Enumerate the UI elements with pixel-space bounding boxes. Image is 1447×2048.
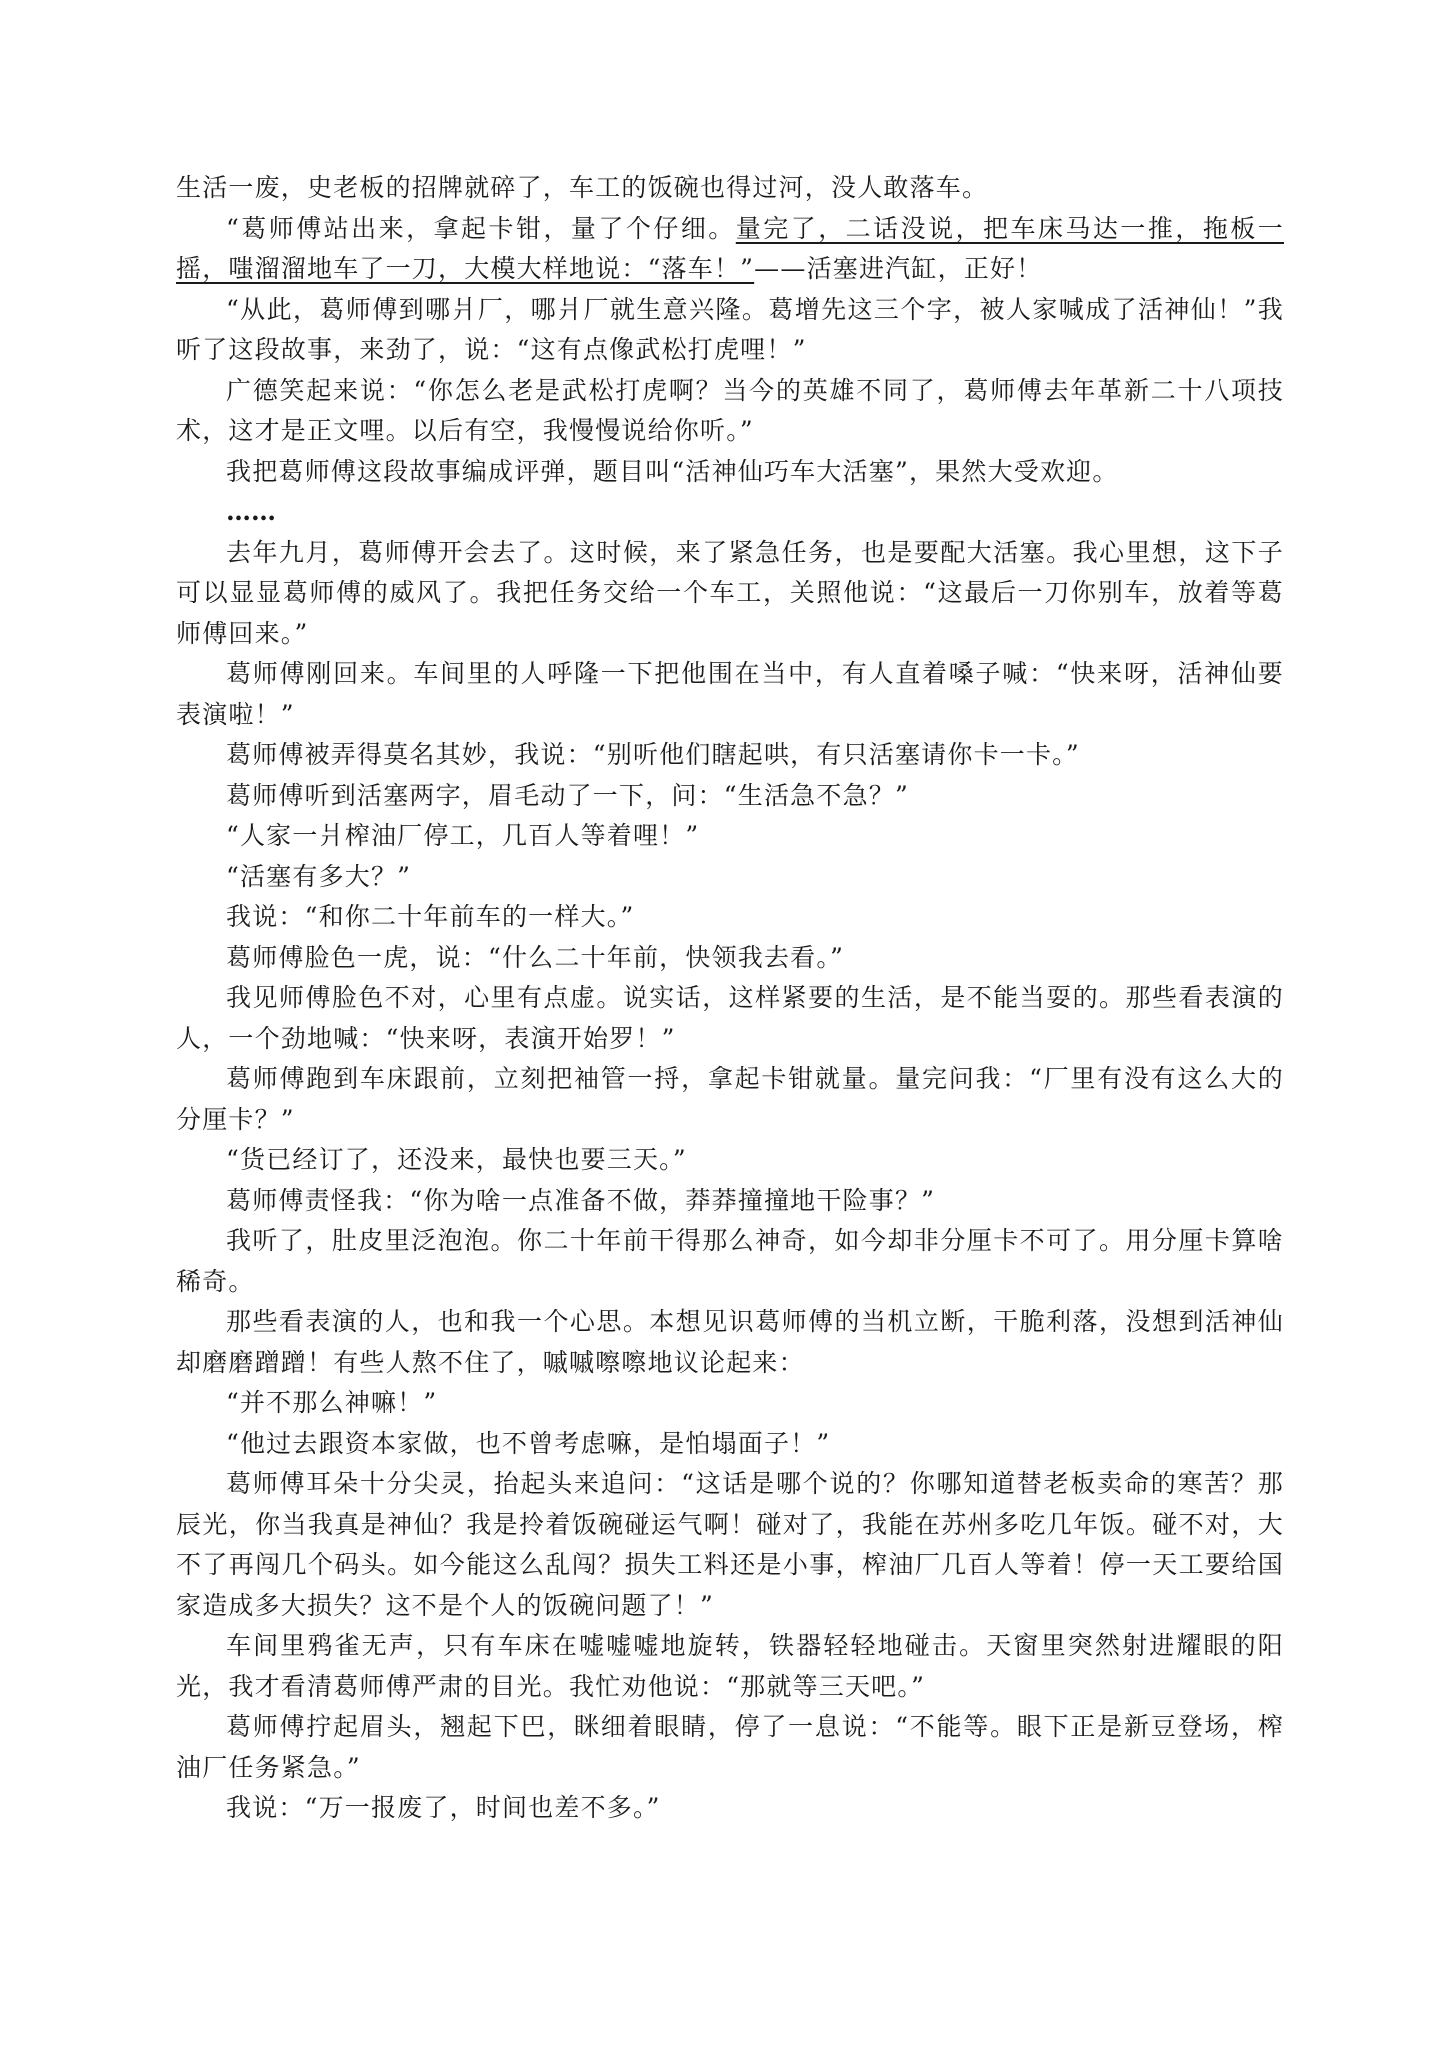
paragraph-text: “葛师傅站出来，拿起卡钳，量了个仔细。 <box>226 213 736 243</box>
paragraph: 葛师傅跑到车床跟前，立刻把袖管一捋，拿起卡钳就量。量完问我：“厂里有没有这么大的分厘卡？” <box>176 1064 1284 1134</box>
paragraph: “并不那么神嘛！” <box>226 1388 438 1417</box>
paragraph <box>176 209 1284 290</box>
paragraph: 葛师傅责怪我：“你为啥一点准备不做，莽莽撞撞地干险事？” <box>226 1185 936 1215</box>
paragraph: 去年九月，葛师傅开会去了。这时候，来了紧急任务，也是要配大活塞。我心里想，这下子可以显显葛师傅的威风了。我把任务交给一个车工，关照他说：“这最后一刀你别车，放着等葛师傅回来。” <box>176 537 1284 648</box>
paragraph: 我把葛师傅这段故事编成评弹，题目叫“活神仙巧车大活塞”，果然大受欢迎。 <box>226 456 1119 486</box>
paragraph: “活塞有多大？” <box>226 861 412 891</box>
paragraph: “人家一爿榨油厂停工，几百人等着哩！” <box>226 821 700 850</box>
paragraph: 广德笑起来说：“你怎么老是武松打虎啊？当今的英雄不同了，葛师傅去年革新二十八项技术，这才是正文哩。以后有空，我慢慢说给你听。” <box>176 375 1284 445</box>
paragraph: 葛师傅听到活塞两字，眉毛动了一下，问：“生活急不急？” <box>226 780 909 810</box>
paragraph: “货已经订了，还没来，最快也要三天。” <box>226 1145 687 1174</box>
paragraph: 葛师傅拧起眉头，翘起下巴，眯细着眼睛，停了一息说：“不能等。眼下正是新豆登场，榨油厂任务紧急。” <box>176 1712 1284 1782</box>
paragraph: 我听了，肚皮里泛泡泡。你二十年前干得那么神奇，如今却非分厘卡不可了。用分厘卡算啥稀奇。 <box>176 1226 1284 1296</box>
paragraph: “从此，葛师傅到哪爿厂，哪爿厂就生意兴隆。葛增先这三个字，被人家喊成了活神仙！”我听了这段故事，来劲了，说：“这有点像武松打虎哩！” <box>176 294 1284 364</box>
paragraph: 葛师傅被弄得莫名其妙，我说：“别听他们瞎起哄，有只活塞请你卡一卡。” <box>226 740 1080 769</box>
paragraph-tail: ——活塞进汽缸，正好！ <box>754 254 1043 283</box>
paragraph: “他过去跟资本家做，也不曾考虑嘛，是怕塌面子！” <box>226 1428 831 1458</box>
paragraph: 我说：“万一报废了，时间也差不多。” <box>226 1793 661 1822</box>
ellipsis-break: …… <box>226 497 276 526</box>
paragraph: 我见师傅脸色不对，心里有点虚。说实话，这样紧要的生活，是不能当耍的。那些看表演的人，一个劲地喊：“快来呀，表演开始罗！” <box>176 983 1284 1053</box>
underlined-passage: 量完了，二话没说，把车床马达一推，拖板一摇，嗤溜溜地车了一刀，大模大样地说：“落车！” <box>176 213 1284 283</box>
paragraph: 我说：“和你二十年前车的一样大。” <box>226 902 635 931</box>
paragraph: 车间里鸦雀无声，只有车床在嘘嘘嘘地旋转，铁器轻轻地碰击。天窗里突然射进耀眼的阳光，我才看清葛师傅严肃的目光。我忙劝他说：“那就等三天吧。” <box>176 1631 1284 1701</box>
paragraph: 葛师傅耳朵十分尖灵，抬起头来追问：“这话是哪个说的？你哪知道替老板卖命的寒苦？那辰光，你当我真是神仙？我是拎着饭碗碰运气啊！碰对了，我能在苏州多吃几年饭。碰不对，大不了再闯几个码头。如今能这么乱闯？损失工料还是小事，榨油厂几百人等着！停一天工要给国家造成多大损失？这不是个人的饭碗问题了！” <box>176 1469 1284 1620</box>
paragraph: 葛师傅脸色一虎，说：“什么二十年前，快领我去看。” <box>226 942 845 972</box>
paragraph: 葛师傅刚回来。车间里的人呼隆一下把他围在当中，有人直着嗓子喊：“快来呀，活神仙要表演啦！” <box>176 659 1284 729</box>
article-body <box>176 168 1284 1829</box>
paragraph: 那些看表演的人，也和我一个心思。本想见识葛师傅的当机立断，干脆利落，没想到活神仙却磨磨蹭蹭！有些人熬不住了，嘁嘁嚓嚓地议论起来： <box>176 1307 1284 1377</box>
paragraph: 生活一废，史老板的招牌就碎了，车工的饭碗也得过河，没人敢落车。 <box>176 173 989 202</box>
